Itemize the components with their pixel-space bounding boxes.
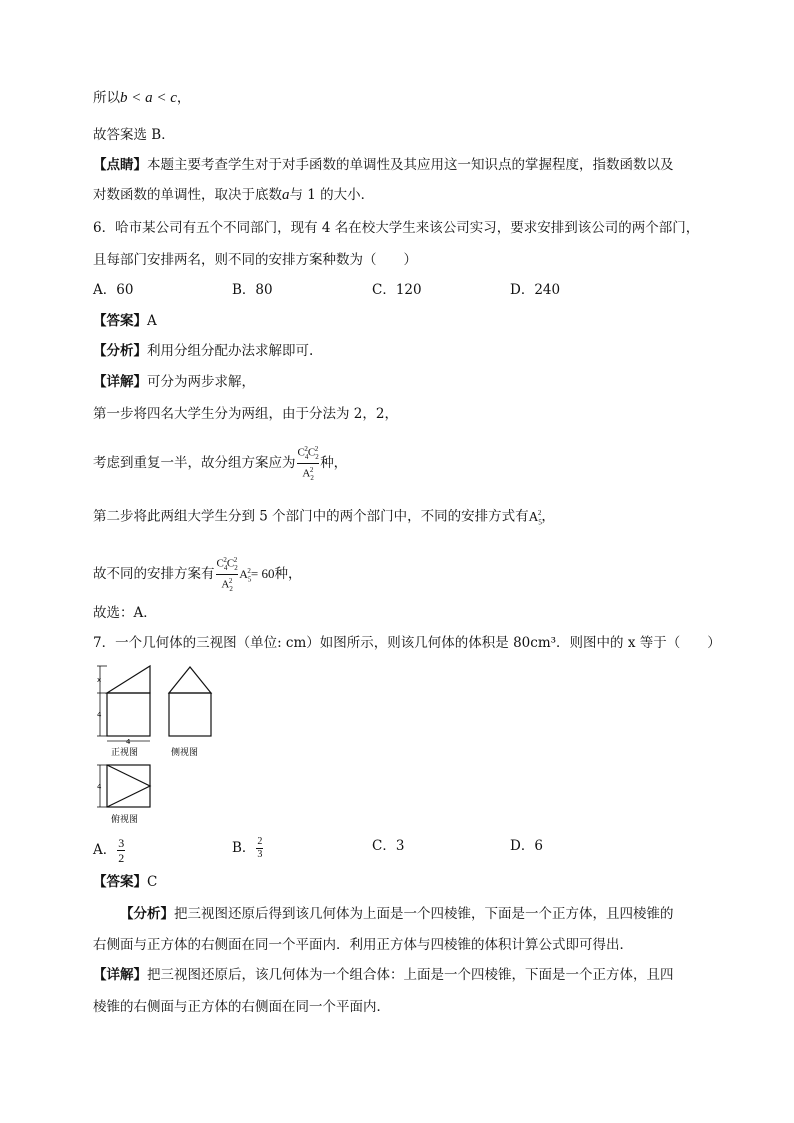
q7-analysis-text-1: 把三视图还原后得到该几何体为上面是一个四棱锥，下面是一个正方体，且四棱锥的: [174, 906, 674, 922]
q7-answer-line: [93, 872, 157, 892]
step1b-post: 种，: [320, 454, 348, 471]
q6-step1b: [93, 443, 347, 484]
dim-x-label: x: [97, 676, 102, 684]
remark-text: 本题主要考查学生对于对手函数的单调性及其应用这一知识点的掌握程度，指数函数以及: [147, 157, 674, 173]
analysis-tag: 【分析】: [93, 343, 147, 359]
q6-choose: 故选：A．: [93, 605, 157, 621]
q7-a-denominator: 2: [118, 851, 125, 865]
q7-b-numerator: 2: [257, 836, 263, 847]
q6-step1: 第一步将四名大学生分为两组，由于分法为 2，2，: [93, 406, 398, 422]
q6-option-b: B．80: [232, 282, 273, 298]
q7-analysis-line-2: 右侧面与正方体的右侧面在同一个平面内．利用正方体与四棱锥的体积计算公式即可得出．: [93, 937, 633, 953]
q6-option-a: A．60: [93, 282, 134, 298]
q7-answer-tag: 【答案】: [93, 874, 147, 890]
q7-analysis-tag: 【分析】: [120, 906, 174, 922]
q7-option-a: [93, 836, 126, 865]
q7-detail-tag: 【详解】: [93, 967, 147, 983]
dim-4-width-label: 4: [126, 738, 131, 746]
grouping-fraction: $\frac{C_4^2C_2^2}{A_2^2}$: [297, 445, 319, 482]
q7-b-denominator: 3: [257, 849, 263, 860]
result-post: 种，: [274, 565, 302, 582]
q7-option-b: [232, 836, 264, 861]
side-view: [169, 667, 211, 758]
side-view-triangle: [169, 667, 211, 693]
front-view-triangle: [107, 666, 150, 693]
q6-stem-2: 且每部门安排两名，则不同的安排方案种数为（ ）: [93, 252, 417, 268]
step2-text: 第二步将此两组大学生分到 5 个部门中的两个部门中，不同的安排方式有: [93, 508, 529, 525]
q7-analysis-line-1: [120, 904, 674, 924]
conclusion-line: [93, 88, 190, 108]
front-view: [97, 666, 150, 758]
q6-analysis-line: [93, 341, 313, 361]
dim-4-depth-label: 4: [97, 783, 102, 791]
q7-stem: 7．一个几何体的三视图（单位: cm）如图所示，则该几何体的体积是 80cm³．则图中的 x 等于（ ）: [93, 635, 721, 651]
conclusion-suffix: ，: [176, 90, 191, 106]
remark-line-2: [93, 185, 374, 205]
q7-option-a-label: A．: [93, 842, 117, 858]
base-variable: a: [282, 187, 290, 203]
q6-stem-1: 6．哈市某公司有五个不同部门，现有 4 名在校大学生来该公司实习，要求安排到该公司的两个部门，: [93, 220, 700, 236]
result-fraction: $\frac{C_4^2C_2^2}{A_2^2}$: [216, 556, 238, 593]
remark-line-1: [93, 155, 674, 175]
detail-tag: 【详解】: [93, 374, 147, 390]
side-view-label: 侧视图: [171, 748, 199, 758]
q7-a-numerator: 3: [118, 836, 125, 850]
result-a52: $A_5^2$: [239, 566, 252, 584]
top-view-label: 俯视图: [111, 815, 139, 825]
answer-value: A: [147, 313, 157, 329]
answer-choice-line: 故答案选 B．: [93, 127, 175, 143]
q7-option-b-label: B．: [232, 840, 256, 856]
detail-text: 可分为两步求解，: [147, 374, 255, 390]
q6-detail-line: [93, 372, 255, 392]
dim-4-height-label: 4: [97, 711, 102, 719]
q7-detail-line-2: 棱锥的右侧面与正方体的右侧面在同一个平面内．: [93, 999, 390, 1015]
q6-result: [93, 554, 301, 595]
step1b-text: 考虑到重复一半，故分组方案应为: [93, 454, 296, 471]
side-view-square: [169, 693, 211, 736]
front-view-square: [107, 693, 150, 736]
top-view-triangle: [107, 765, 150, 807]
inequality-math: b < a < c: [120, 90, 177, 106]
result-pre: 故不同的安排方案有: [93, 565, 215, 582]
q6-option-c: C．120: [372, 282, 422, 298]
q7-answer-value: C: [147, 874, 158, 890]
q7-option-c: C．3: [372, 838, 405, 854]
top-view: [97, 765, 150, 825]
q7-option-d: D．6: [510, 838, 543, 854]
remark-text-2a: 对数函数的单调性，取决于底数: [93, 187, 282, 203]
conclusion-prefix: 所以: [93, 90, 120, 106]
remark-tag: 【点睛】: [93, 157, 147, 173]
q7-option-a-fraction: [117, 836, 125, 865]
top-view-square: [107, 765, 150, 807]
arrangement-a52: $A_5^2$: [528, 508, 542, 527]
result-equation: = 60: [250, 565, 275, 581]
q7-option-b-fraction: [256, 836, 263, 861]
q7-detail-line-1: [93, 965, 674, 985]
analysis-text: 利用分组分配办法求解即可.: [147, 343, 314, 359]
q6-answer-line: [93, 311, 157, 331]
step2-post: ，: [541, 508, 555, 525]
three-view-figure: [93, 660, 223, 825]
remark-text-2b: 与 1 的大小．: [289, 187, 375, 203]
q7-detail-text-1: 把三视图还原后，该几何体为一个组合体：上面是一个四棱锥，下面是一个正方体，且四: [147, 967, 674, 983]
answer-tag: 【答案】: [93, 313, 147, 329]
q6-step2: [93, 503, 555, 532]
q6-option-d: D．240: [510, 282, 561, 298]
front-view-label: 正视图: [111, 748, 139, 758]
